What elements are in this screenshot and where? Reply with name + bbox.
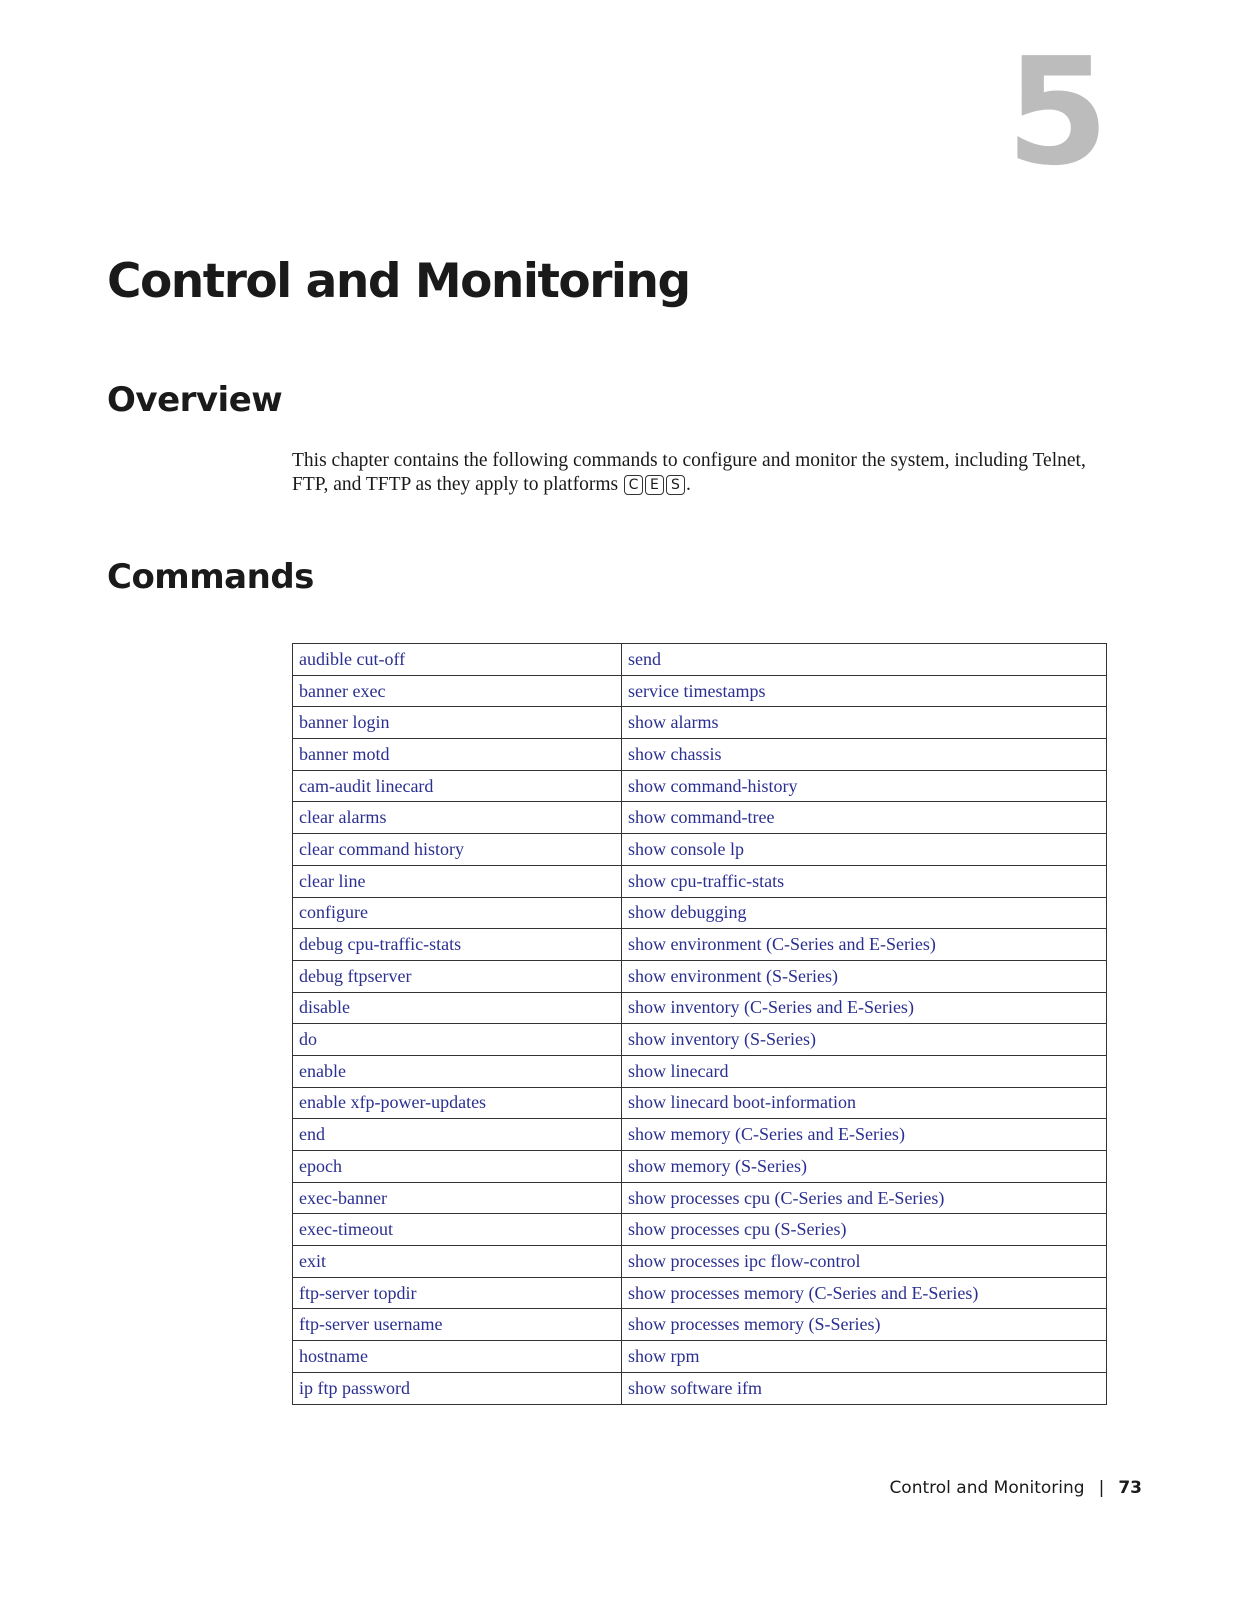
command-link[interactable]: exit (293, 1246, 622, 1278)
command-link[interactable]: exec-banner (293, 1182, 622, 1214)
command-link[interactable]: audible cut-off (293, 644, 622, 676)
command-link[interactable]: banner exec (293, 675, 622, 707)
command-link[interactable]: show inventory (S-Series) (622, 1024, 1107, 1056)
table-row (293, 675, 1107, 707)
command-link[interactable]: show cpu-traffic-stats (622, 865, 1107, 897)
command-link[interactable]: show processes cpu (C-Series and E-Series) (622, 1182, 1107, 1214)
table-row (293, 770, 1107, 802)
command-link[interactable]: enable (293, 1055, 622, 1087)
table-row (293, 992, 1107, 1024)
table-row (293, 1341, 1107, 1373)
table-row (293, 929, 1107, 961)
command-link[interactable]: show command-history (622, 770, 1107, 802)
table-row (293, 1309, 1107, 1341)
command-link[interactable]: show processes memory (S-Series) (622, 1309, 1107, 1341)
command-link[interactable]: show command-tree (622, 802, 1107, 834)
overview-paragraph (292, 449, 1122, 497)
command-link[interactable]: configure (293, 897, 622, 929)
page-footer (889, 1478, 1142, 1498)
table-row (293, 1024, 1107, 1056)
commands-table-body (293, 644, 1107, 1405)
table-row (293, 1214, 1107, 1246)
command-link[interactable]: show memory (S-Series) (622, 1151, 1107, 1183)
command-link[interactable]: show rpm (622, 1341, 1107, 1373)
commands-heading: Commands (107, 557, 314, 597)
command-link[interactable]: show linecard (622, 1055, 1107, 1087)
table-row (293, 834, 1107, 866)
table-row (293, 644, 1107, 676)
table-row (293, 739, 1107, 771)
table-row (293, 802, 1107, 834)
platform-e-badge: E (645, 475, 664, 495)
command-link[interactable]: show processes memory (C-Series and E-Series) (622, 1277, 1107, 1309)
table-row (293, 1277, 1107, 1309)
command-link[interactable]: banner login (293, 707, 622, 739)
command-link[interactable]: show memory (C-Series and E-Series) (622, 1119, 1107, 1151)
command-link[interactable]: show environment (S-Series) (622, 960, 1107, 992)
table-row (293, 897, 1107, 929)
commands-table (292, 643, 1107, 1405)
table-row (293, 707, 1107, 739)
command-link[interactable]: ftp-server topdir (293, 1277, 622, 1309)
table-row (293, 960, 1107, 992)
command-link[interactable]: service timestamps (622, 675, 1107, 707)
command-link[interactable]: debug cpu-traffic-stats (293, 929, 622, 961)
command-link[interactable]: enable xfp-power-updates (293, 1087, 622, 1119)
page-number: 73 (1118, 1478, 1142, 1498)
command-link[interactable]: show chassis (622, 739, 1107, 771)
command-link[interactable]: show processes ipc flow-control (622, 1246, 1107, 1278)
platform-s-badge: S (666, 475, 685, 495)
overview-heading: Overview (107, 380, 283, 420)
command-link[interactable]: clear line (293, 865, 622, 897)
footer-separator: | (1098, 1478, 1105, 1498)
table-row (293, 1119, 1107, 1151)
command-link[interactable]: show software ifm (622, 1372, 1107, 1404)
command-link[interactable]: show linecard boot-information (622, 1087, 1107, 1119)
command-link[interactable]: show processes cpu (S-Series) (622, 1214, 1107, 1246)
table-row (293, 1151, 1107, 1183)
command-link[interactable]: show environment (C-Series and E-Series) (622, 929, 1107, 961)
command-link[interactable]: disable (293, 992, 622, 1024)
command-link[interactable]: epoch (293, 1151, 622, 1183)
command-link[interactable]: debug ftpserver (293, 960, 622, 992)
table-row (293, 1246, 1107, 1278)
overview-text-end: . (685, 474, 691, 495)
command-link[interactable]: clear alarms (293, 802, 622, 834)
command-link[interactable]: ftp-server username (293, 1309, 622, 1341)
chapter-number: 5 (1006, 26, 1109, 198)
table-row (293, 865, 1107, 897)
command-link[interactable]: show debugging (622, 897, 1107, 929)
footer-title: Control and Monitoring (889, 1478, 1085, 1498)
command-link[interactable]: do (293, 1024, 622, 1056)
table-row (293, 1182, 1107, 1214)
command-link[interactable]: cam-audit linecard (293, 770, 622, 802)
command-link[interactable]: show alarms (622, 707, 1107, 739)
overview-text: This chapter contains the following commands to configure and monitor the system, including Telnet, FTP, and TFTP as they apply to platforms (292, 450, 1086, 495)
command-link[interactable]: hostname (293, 1341, 622, 1373)
platform-c-badge: C (624, 475, 643, 495)
command-link[interactable]: exec-timeout (293, 1214, 622, 1246)
command-link[interactable]: banner motd (293, 739, 622, 771)
table-row (293, 1087, 1107, 1119)
command-link[interactable]: clear command history (293, 834, 622, 866)
chapter-title: Control and Monitoring (107, 254, 690, 309)
command-link[interactable]: show console lp (622, 834, 1107, 866)
command-link[interactable]: send (622, 644, 1107, 676)
command-link[interactable]: ip ftp password (293, 1372, 622, 1404)
command-link[interactable]: show inventory (C-Series and E-Series) (622, 992, 1107, 1024)
table-row (293, 1372, 1107, 1404)
command-link[interactable]: end (293, 1119, 622, 1151)
table-row (293, 1055, 1107, 1087)
